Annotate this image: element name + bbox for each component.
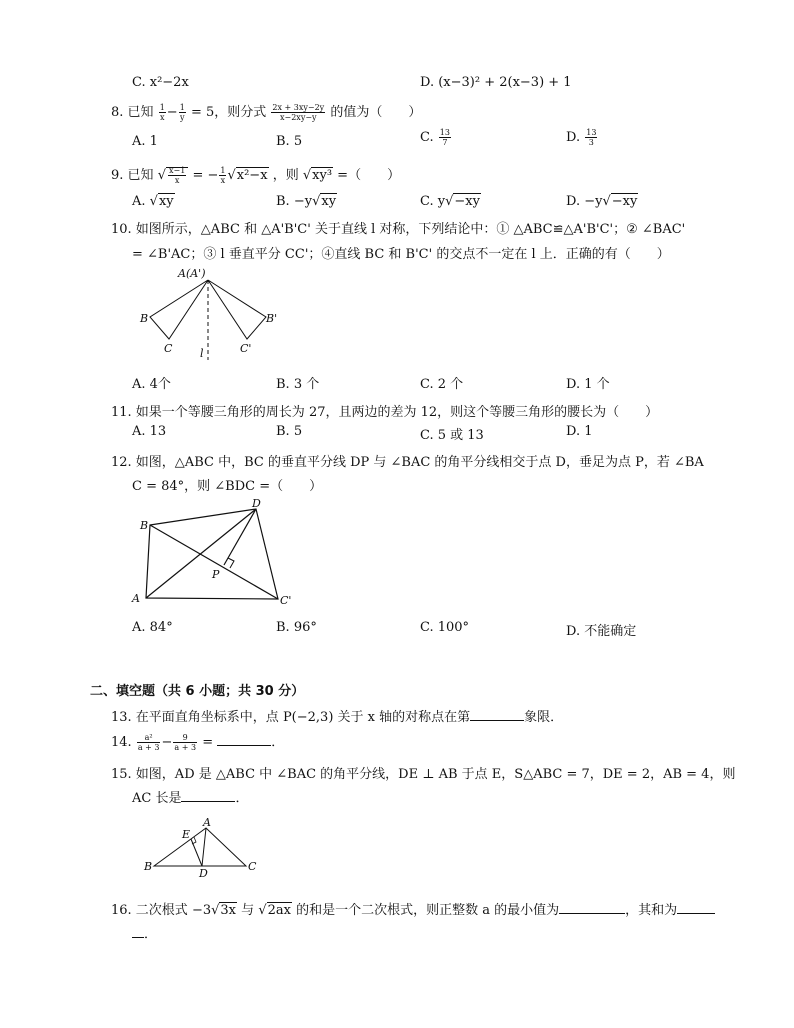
label-a: A	[203, 816, 211, 829]
q7-option-c: C. x²−2x	[132, 75, 189, 90]
q15-line-1: 15. 如图，AD 是 △ABC 中 ∠BAC 的角平分线，DE ⊥ AB 于点 E，S△ABC = 7，DE = 2，AB = 4，则	[111, 767, 736, 782]
q8-option-c: C. $\frac{13}{7}$	[420, 128, 450, 147]
question-text: 的和是一个二次根式，则正整数 a 的最小值为	[296, 903, 560, 918]
q15-figure	[140, 816, 270, 878]
segment-dp	[224, 509, 256, 565]
question-14	[111, 731, 284, 752]
fraction: $\frac{1}{x}$	[159, 103, 165, 122]
segment-bc	[150, 525, 278, 599]
label-b-prime: B'	[266, 312, 278, 325]
question-text: 已知	[127, 168, 154, 183]
question-text: 已知	[127, 105, 154, 120]
q10-figure	[136, 264, 286, 364]
label-l: l	[200, 347, 204, 360]
triangle-abc	[150, 280, 208, 339]
q12-option-d: D. 不能确定	[566, 624, 637, 639]
label-a: A	[132, 592, 140, 605]
q9-option-b: B. −y√xy	[276, 194, 337, 209]
label-d: D	[199, 867, 208, 878]
fraction: $\frac{9}{a + 3}$	[174, 733, 197, 752]
operator: = −	[192, 168, 219, 183]
question-text: ．	[271, 735, 285, 750]
answer-blank[interactable]	[132, 925, 144, 938]
question-16	[111, 899, 715, 918]
q12-figure	[128, 494, 308, 614]
q9-option-a: A. √xy	[132, 194, 174, 209]
question-13	[111, 706, 563, 725]
q8-option-b: B. 5	[276, 134, 303, 149]
q10-option-b: B. 3 个	[276, 377, 320, 392]
q12-option-c: C. 100°	[420, 620, 470, 635]
section-title: 二、填空题（共 6 小题；共 30 分）	[90, 684, 305, 699]
q10-option-c: C. 2 个	[420, 377, 464, 392]
radical: √3x	[211, 903, 237, 918]
question-9	[111, 164, 400, 185]
question-text: ．	[144, 927, 158, 942]
question-text: AC 长是	[132, 791, 182, 806]
answer-blank[interactable]	[181, 789, 235, 802]
quadrilateral	[146, 509, 278, 599]
q15-line-2	[132, 787, 248, 806]
question-text: 与	[241, 903, 255, 918]
q8-option-d: D. $\frac{13}{3}$	[566, 128, 597, 147]
q9-option-c: C. y√−xy	[420, 194, 480, 209]
label-c: C	[248, 860, 257, 873]
q11-option-c: C. 5 或 13	[420, 428, 484, 443]
question-text: ．	[235, 791, 249, 806]
label-e: E	[182, 828, 191, 841]
label-d: D	[252, 497, 261, 510]
fraction: $\frac{13}{3}$	[586, 128, 597, 147]
q12-option-a: A. 84°	[132, 620, 173, 635]
q7-option-d: D. (x−3)² + 2(x−3) + 1	[420, 75, 572, 90]
question-text: ，则	[272, 168, 299, 183]
q12-line-2: C = 84°，则 ∠BDC =（ ）	[132, 479, 323, 494]
q11-option-a: A. 13	[132, 424, 167, 439]
operator: −	[166, 105, 178, 120]
question-text: 13. 在平面直角坐标系中，点 P(−2,3) 关于 x 轴的对称点在第	[111, 710, 471, 725]
q12-option-b: B. 96°	[276, 620, 317, 635]
segment-de	[191, 839, 202, 866]
question-number: 14.	[111, 735, 132, 750]
label-c-prime: C'	[240, 342, 252, 355]
label-c: C	[164, 342, 173, 355]
question-text: 象限．	[524, 710, 564, 725]
q11-option-d: D. 1	[566, 424, 593, 439]
radical: √ $\frac{x-1}{x}$	[158, 166, 189, 185]
q8-option-a: A. 1	[132, 134, 158, 149]
answer-blank[interactable]	[677, 901, 715, 914]
label-a: A(A')	[178, 267, 206, 280]
label-b: B	[140, 519, 149, 532]
q11-line-1: 11. 如果一个等腰三角形的周长为 27，且两边的差为 12，则这个等腰三角形的腰长为（ ）	[111, 405, 659, 420]
right-angle-mark	[228, 558, 234, 568]
question-text: 16. 二次根式 −3	[111, 903, 212, 918]
segment-ad	[146, 509, 256, 598]
fraction: $\frac{13}{7}$	[439, 128, 450, 147]
question-number: 9.	[111, 168, 124, 183]
fraction: $\frac{1}{x}$	[220, 166, 226, 185]
question-text: = 5，则分式	[190, 105, 267, 120]
label-c: C'	[280, 594, 292, 607]
triangle-abc-prime	[208, 280, 266, 339]
q10-option-d: D. 1 个	[566, 377, 610, 392]
label-b: B	[144, 860, 153, 873]
question-text: 的值为（ ）	[330, 105, 422, 120]
question-number: 8.	[111, 105, 124, 120]
label-p: P	[212, 568, 220, 581]
q10-option-a: A. 4个	[132, 377, 171, 392]
q10-line-1: 10. 如图所示，△ABC 和 △A'B'C' 关于直线 l 对称，下列结论中：① △ABC≌△A'B'C'；② ∠BAC'	[111, 222, 686, 237]
radical: √x²−x	[227, 168, 268, 183]
question-text: ，其和为	[625, 903, 678, 918]
answer-blank[interactable]	[470, 708, 524, 721]
q9-option-d: D. −y√−xy	[566, 194, 638, 209]
operator: −	[161, 735, 173, 750]
question-8	[111, 101, 421, 122]
answer-blank[interactable]	[559, 901, 625, 914]
q12-line-1: 12. 如图，△ABC 中，BC 的垂直平分线 DP 与 ∠BAC 的角平分线相交于点 D，垂足为点 P，若 ∠BA	[111, 455, 704, 470]
q10-line-2: = ∠B'AC；③ l 垂直平分 CC'；④直线 BC 和 B'C' 的交点不一定在 l 上．正确的有（ ）	[132, 247, 670, 262]
fraction: $\frac{\text{a²}}{a + 3}$	[137, 733, 160, 752]
q16-line-2	[132, 923, 157, 942]
question-text: =（ ）	[337, 168, 401, 183]
radical: √2ax	[258, 903, 291, 918]
label-b: B	[140, 312, 149, 325]
operator: =	[202, 735, 214, 750]
radical: √xy³	[302, 168, 333, 183]
q11-option-b: B. 5	[276, 424, 303, 439]
fraction: $\frac{1}{y}$	[179, 103, 185, 122]
answer-blank[interactable]	[217, 733, 271, 746]
fraction: $\frac{2x + 3xy-2y}{x-2xy-y}$	[272, 103, 325, 122]
segment-ad	[202, 828, 206, 866]
